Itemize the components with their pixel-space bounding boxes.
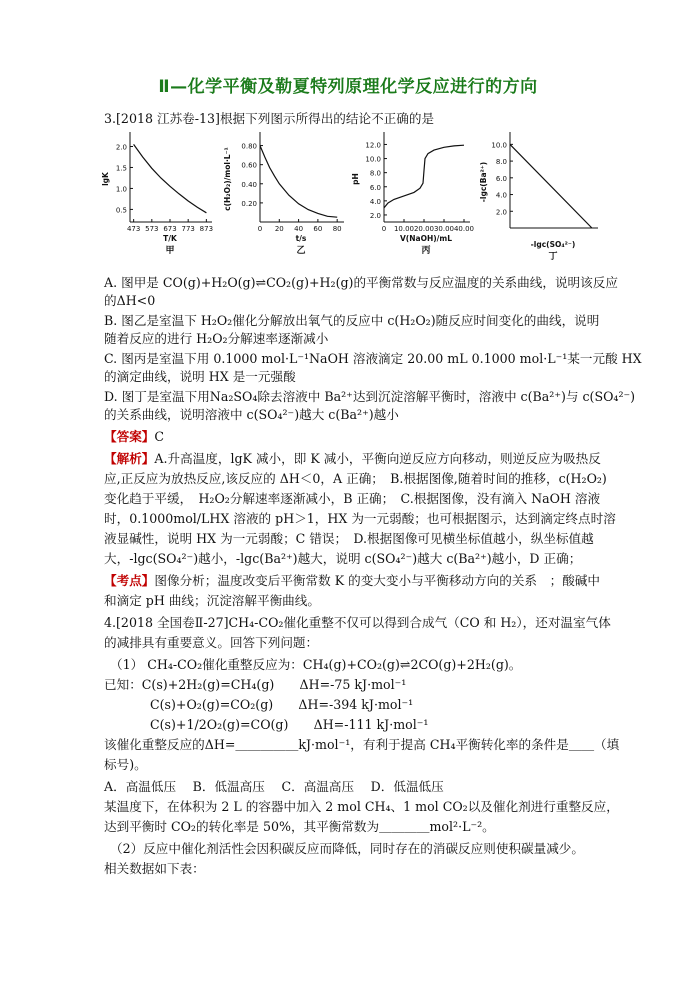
- y-tick-label: 8.0: [369, 169, 381, 178]
- q4-line-10: 某温度下，在体积为 2 L 的容器中加入 2 mol CH₄、1 mol CO₂以及催化剂进行重整反应，: [104, 799, 619, 814]
- option-c-line1: C. 图丙是室温下用 0.1000 mol·L⁻¹NaOH 溶液滴定 20.00 mL 0.1000 mol·L⁻¹某一元酸 HX: [104, 351, 642, 366]
- chart-caption: 丙: [421, 246, 431, 256]
- q4-line-6: C(s)+1/2O₂(g)=CO(g) ΔH=-111 kJ·mol⁻¹: [150, 717, 429, 732]
- x-tick-label: 30.00: [433, 225, 455, 233]
- x-tick-label: 10.00: [393, 225, 415, 233]
- analysis-line-6: 大，-lgc(SO₄²⁻)越小，-lgc(Ba²⁺)越大，说明 c(SO₄²⁻)越大 c(Ba²⁺)越小，D 正确；: [104, 551, 582, 566]
- y-tick-label: 12.0: [365, 141, 381, 150]
- x-tick-label: 773: [181, 225, 195, 233]
- x-axis-label: -lgc(SO₄²⁻): [530, 240, 576, 249]
- chart-caption: 甲: [165, 246, 175, 256]
- y-tick-label: 0.40: [241, 180, 257, 189]
- q4-line-3: （1） CH₄-CO₂催化重整反应为：CH₄(g)+CO₂(g)⇌2CO(g)+2H₂(g)。: [110, 657, 522, 672]
- y-tick-label: 2.0: [115, 143, 127, 152]
- analysis-line-2: 应,正反应为放热反应,该反应的 ΔH＜0，A 正确； B.根据图像,随着时间的推移，c(H₂O₂): [104, 471, 607, 486]
- section-title: Ⅱ—化学平衡及勒夏特列原理化学反应进行的方向: [158, 77, 538, 97]
- q4-line-7: 该催化重整反应的ΔH=＿＿＿＿＿kJ·mol⁻¹，有利于提高 CH₄平衡转化率的条件是＿＿（填: [104, 737, 620, 752]
- x-tick-label: 60: [313, 225, 323, 233]
- charts-row: [100, 128, 600, 268]
- q4-line-8: 标号)。: [104, 757, 147, 772]
- y-axis-label: lgK: [101, 172, 110, 186]
- x-axis-label: t/s: [295, 234, 307, 243]
- x-axis-label: T/K: [163, 234, 177, 243]
- x-axis-label: V(NaOH)/mL: [400, 234, 452, 243]
- y-tick-label: 8.0: [495, 158, 507, 167]
- y-axis-label: c(H₂O₂)/mol·L⁻¹: [223, 147, 232, 211]
- option-a-line1: A. 图甲是 CO(g)+H₂O(g)⇌CO₂(g)+H₂(g)的平衡常数与反应温度的关系曲线，说明该反应: [104, 275, 618, 290]
- data-curve: [510, 144, 592, 228]
- x-tick-label: 20.00: [413, 225, 435, 233]
- x-tick-label: 673: [163, 225, 177, 233]
- y-tick-label: 0.80: [241, 142, 257, 151]
- chart-bing: [350, 128, 475, 268]
- y-axis-label: -lgc(Ba²⁺): [479, 161, 488, 203]
- y-tick-label: 1.5: [115, 164, 127, 173]
- point-line-1: [104, 572, 600, 589]
- analysis-line-5: 液显碱性，说明 HX 为一元弱酸；C 错误； D.根据图像可见横坐标值越小，纵坐标值越: [104, 531, 594, 546]
- chart-caption: 丁: [548, 252, 558, 262]
- y-tick-label: 6.0: [369, 183, 381, 192]
- y-axis-label: pH: [351, 173, 360, 185]
- data-curve: [134, 144, 207, 212]
- option-b-line1: B. 图乙是室温下 H₂O₂催化分解放出氧气的反应中 c(H₂O₂)随反应时间变化的曲线，说明: [104, 313, 600, 328]
- y-tick-label: 4.0: [369, 197, 381, 206]
- analysis-line-1: [104, 450, 601, 467]
- q4-line-12: （2）反应中催化剂活性会因积碳反应而降低，同时存在的消碳反应则使积碳量减少。: [110, 841, 584, 856]
- x-tick-label: 20: [274, 225, 284, 233]
- y-tick-label: 6.0: [495, 174, 507, 183]
- q4-line-1: 4.[2018 全国卷Ⅱ-27]CH₄-CO₂催化重整不仅可以得到合成气（CO 和 H₂），还对温室气体: [104, 615, 611, 630]
- q3-stem: 3.[2018 江苏卷-13]根据下列图示所得出的结论不正确的是: [104, 111, 435, 126]
- option-d-line2: 的关系曲线，说明溶液中 c(SO₄²⁻)越大 c(Ba²⁺)越小: [104, 407, 399, 422]
- answer-tag: 【答案】: [104, 429, 155, 444]
- analysis-tag: 【解析】: [104, 451, 155, 466]
- answer-line: [104, 428, 164, 445]
- x-tick-label: 0: [257, 225, 263, 233]
- option-c-line2: 的滴定曲线，说明 HX 是一元强酸: [104, 369, 296, 384]
- y-tick-label: 1.0: [115, 185, 127, 194]
- q4-options: A．高温低压 B．低温高压 C．高温高压 D．低温低压: [104, 779, 444, 794]
- x-tick-label: 80: [332, 225, 342, 233]
- q4-line-11: 达到平衡时 CO₂的转化率是 50%，其平衡常数为＿＿＿＿mol²·L⁻²。: [104, 819, 495, 834]
- q4-line-5: C(s)+O₂(g)=CO₂(g) ΔH=-394 kJ·mol⁻¹: [150, 697, 414, 712]
- chart-jia: [100, 128, 220, 268]
- x-tick-label: 573: [145, 225, 159, 233]
- data-curve: [260, 146, 337, 218]
- data-curve: [384, 145, 464, 208]
- q4-line-2: 的减排具有重要意义。回答下列问题：: [104, 635, 319, 650]
- y-tick-label: 10.0: [491, 141, 507, 150]
- x-tick-label: 40: [294, 225, 304, 233]
- y-tick-label: 10.0: [365, 155, 381, 164]
- option-a-line2: 的ΔH<0: [104, 293, 156, 308]
- chart-yi: [222, 128, 347, 268]
- y-tick-label: 4.0: [495, 191, 507, 200]
- analysis-line-3: 变化趋于平缓， H₂O₂分解速率逐渐减小，B 正确； C.根据图像，没有滴入 NaOH 溶液: [104, 491, 601, 506]
- q4-line-13: 相关数据如下表：: [104, 861, 205, 876]
- q4-line-4: 已知：C(s)+2H₂(g)=CH₄(g) ΔH=-75 kJ·mol⁻¹: [104, 677, 407, 692]
- y-tick-label: 0.20: [241, 199, 257, 208]
- analysis-text: A.升高温度，lgK 减小，即 K 减小，平衡向逆反应方向移动，则逆反应为吸热反: [154, 451, 601, 466]
- y-tick-label: 0.60: [241, 161, 257, 170]
- chart-ding: [478, 128, 603, 268]
- y-tick-label: 0.5: [115, 206, 127, 215]
- answer-value: C: [154, 429, 165, 444]
- x-tick-label: 0: [381, 225, 387, 233]
- point-line-2: 和滴定 pH 曲线；沉淀溶解平衡曲线。: [104, 593, 320, 608]
- point-text: 图像分析；温度改变后平衡常数 K 的变大变小与平衡移动方向的关系 ；酸碱中: [154, 573, 600, 588]
- y-tick-label: 2.0: [495, 208, 507, 217]
- chart-caption: 乙: [296, 246, 306, 256]
- x-tick-label: 873: [199, 225, 214, 233]
- x-tick-label: 473: [126, 225, 141, 233]
- option-d-line1: D. 图丁是室温下用Na₂SO₄除去溶液中 Ba²⁺达到沉淀溶解平衡时，溶液中 c(Ba²⁺)与 c(SO₄²⁻): [104, 389, 636, 404]
- option-b-line2: 随着反应的进行 H₂O₂分解速率逐渐减小: [104, 331, 329, 346]
- y-tick-label: 2.0: [369, 211, 381, 220]
- point-tag: 【考点】: [104, 573, 155, 588]
- analysis-line-4: 时，0.1000mol/LHX 溶液的 pH＞1，HX 为一元弱酸；也可根据图示，达到滴定终点时溶: [104, 511, 616, 526]
- x-tick-label: 40.00: [453, 225, 475, 233]
